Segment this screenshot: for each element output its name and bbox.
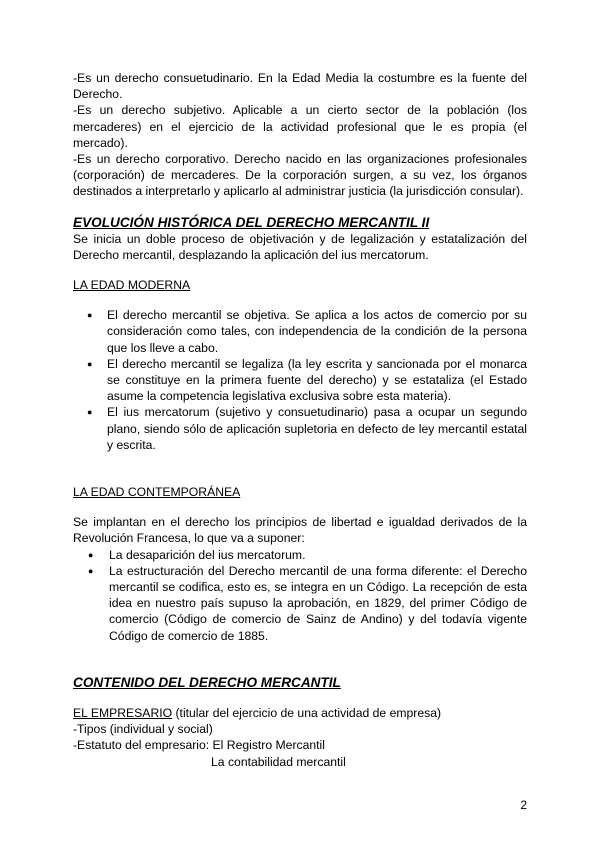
list-item: ● El ius mercatorum (sujetivo y consuetudinario) pasa a ocupar un segundo plano, siendo sólo de aplicación supletoria en defecto de ley mercantil estatal y escrita. (73, 404, 527, 453)
contemporanea-bullet-list (73, 547, 527, 644)
section-evolucion-text: Se inicia un doble proceso de objetivación y de legalización y estatalización del Derecho mercantil, desplazando la aplicación del ius mercatorum. (73, 231, 527, 262)
moderna-bullet-list (73, 307, 527, 453)
contabilidad-line: La contabilidad mercantil (211, 754, 346, 769)
intro-paragraph-2: -Es un derecho subjetivo. Aplicable a un cierto sector de la población (los mercaderes) en el ejercicio de la actividad profesional que le es propia (el mercado). (73, 103, 527, 150)
empresario-label: EL EMPRESARIO (73, 705, 173, 720)
estatuto-line: -Estatuto del empresario: El Registro Mercantil (73, 738, 325, 753)
subheading-edad-moderna: LA EDAD MODERNA (73, 278, 191, 293)
list-item: ● La estructuración del Derecho mercantil de una forma diferente: el Derecho mercantil se codifica, esto es, se integra en un Código. La recepción de esta idea en nuestro país supuso la aprobación, en 1829, del primer Código de comercio (Código de comercio de Sainz de Andino) y del todavía vigente Código de comercio de 1885. (73, 563, 527, 644)
contemporanea-text: Se implantan en el derecho los principios de libertad e igualdad derivados de la Revolución Francesa, lo que va a suponer: (73, 515, 527, 546)
intro-paragraph-3: -Es un derecho corporativo. Derecho nacido en las organizaciones profesionales (corporación) de mercaderes. De la corporación surgen, a su vez, los órganos destinados a interpretarlo y aplicarlo al administrar justicia (la jurisdicción consular). (73, 152, 527, 199)
list-item: ● El derecho mercantil se objetiva. Se aplica a los actos de comercio por su consideración como tales, con independencia de la condición de la persona que los lleve a cabo. (73, 307, 527, 356)
intro-paragraph-1: -Es un derecho consuetudinario. En la Edad Media la costumbre es la fuente del Derecho. (73, 71, 527, 102)
section-heading-contenido: CONTENIDO DEL DERECHO MERCANTIL (73, 674, 341, 690)
section-heading-evolucion: EVOLUCIÓN HISTÓRICA DEL DERECHO MERCANTIL II (73, 214, 430, 230)
empresario-note: (titular del ejercicio de una actividad de empresa) (172, 705, 442, 720)
tipos-line: -Tipos (individual y social) (73, 722, 213, 737)
page-number: 2 (520, 798, 527, 812)
subheading-edad-contemporanea: LA EDAD CONTEMPORÁNEA (73, 485, 241, 500)
list-item: ● El derecho mercantil se legaliza (la ley escrita y sancionada por el monarca se constituye en la primera fuente del derecho) y se estataliza (el Estado asume la competencia legislativa exclusiva sobre esta materia). (73, 356, 527, 405)
page-content (73, 70, 527, 770)
empresario-line (73, 705, 527, 721)
list-item: ● La desaparición del ius mercatorum. (73, 547, 527, 563)
